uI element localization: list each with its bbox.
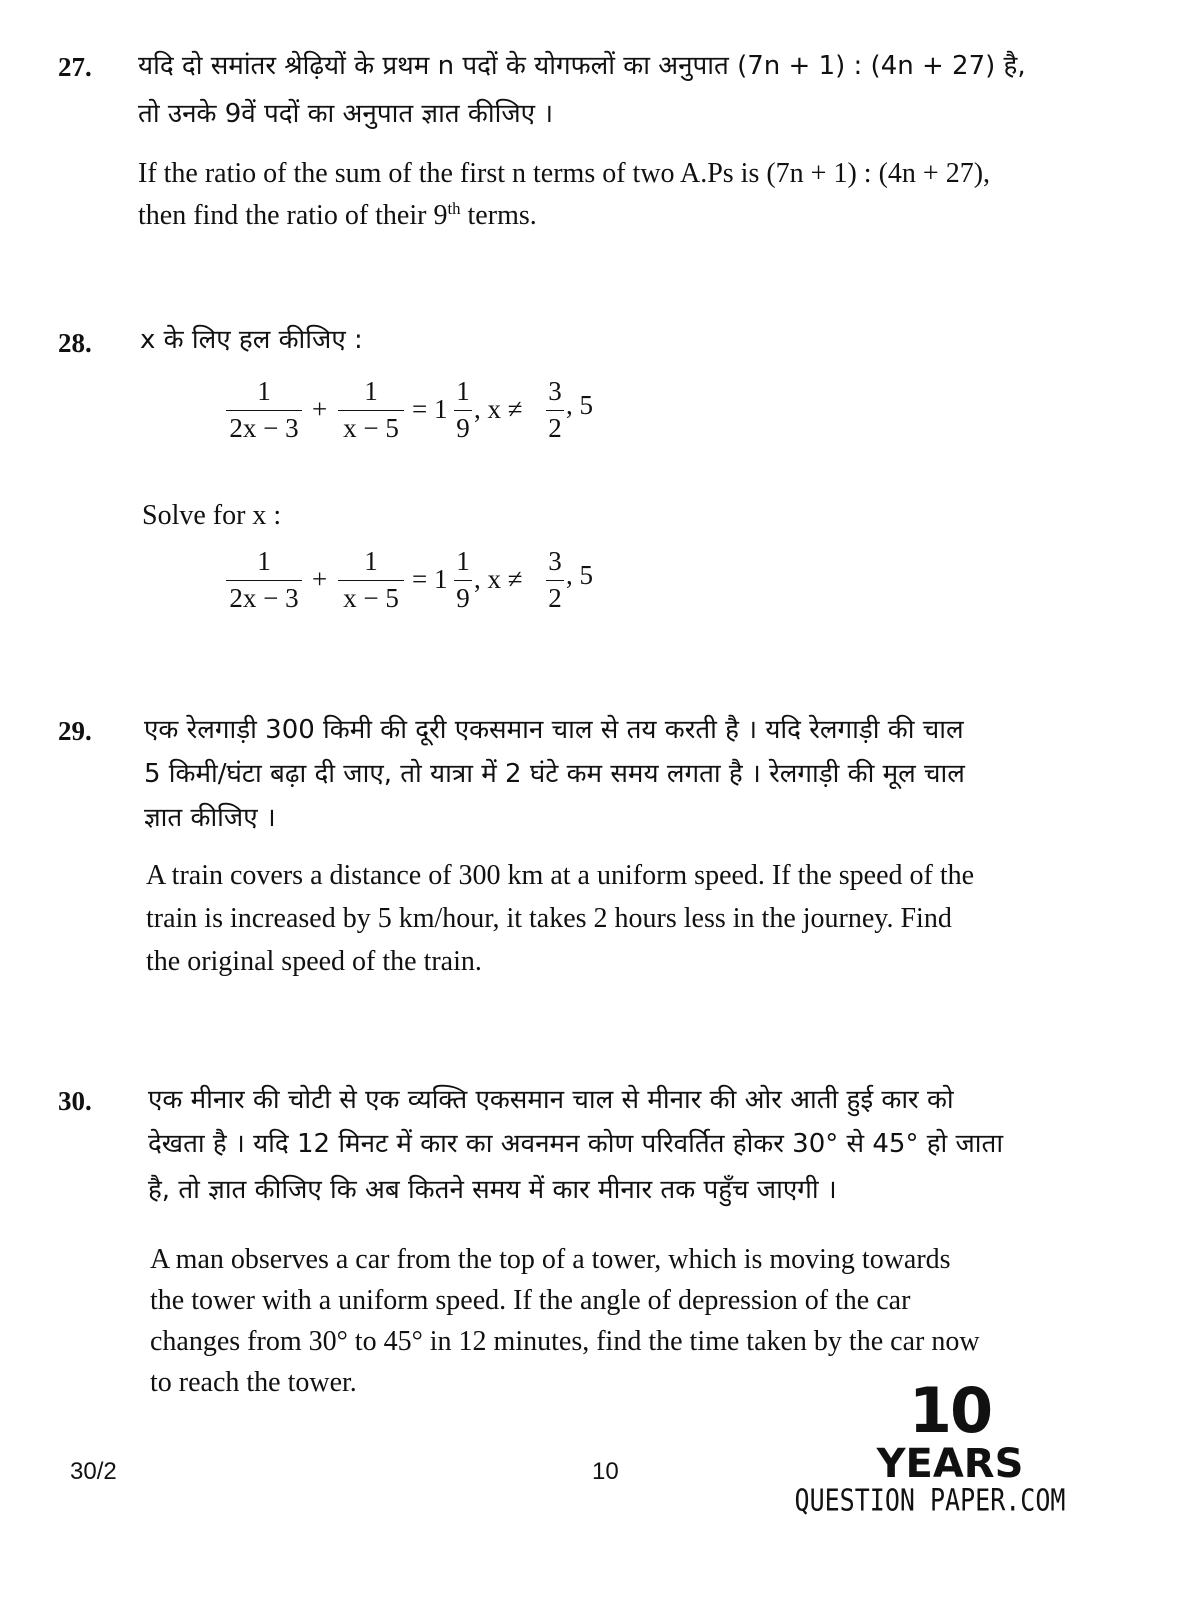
english-text-line: train is increased by 5 km/hour, it takes 2 hours less in the journey. Find <box>146 903 952 934</box>
fraction <box>454 546 472 613</box>
denominator: x − 5 <box>343 413 399 443</box>
hindi-text-line: एक मीनार की चोटी से एक व्यक्ति एकसमान चाल से मीनार की ओर आती हुई कार को <box>148 1085 954 1115</box>
numerator: 1 <box>257 546 271 576</box>
hindi-text-line: ज्ञात कीजिए । <box>144 803 276 833</box>
superscript: th <box>447 198 461 218</box>
english-text-line: the tower with a uniform speed. If the angle of depression of the car <box>150 1285 911 1316</box>
operator: + <box>312 564 328 594</box>
english-text-line: A train covers a distance of 300 km at a uniform speed. If the speed of the <box>146 860 975 891</box>
fraction <box>546 376 564 443</box>
watermark-logo <box>790 1374 1070 1518</box>
question-number: 30. <box>58 1086 92 1116</box>
operator: , 5 <box>566 390 593 420</box>
english-text-line: changes from 30° to 45° in 12 minutes, find the time taken by the car now <box>150 1326 980 1357</box>
fraction <box>338 546 404 613</box>
hindi-text-line: एक रेलगाड़ी 300 किमी की दूरी एकसमान चाल से तय करती है । यदि रेलगाड़ी की चाल <box>144 715 964 745</box>
english-instruction: Solve for x : <box>142 500 282 531</box>
numerator: 3 <box>548 376 562 406</box>
fraction <box>226 376 302 443</box>
question-number: 29. <box>58 716 92 746</box>
hindi-text-line: 5 किमी/घंटा बढ़ा दी जाए, तो यात्रा में 2 घंटे कम समय लगता है । रेलगाड़ी की मूल चाल <box>144 759 965 789</box>
numerator: 3 <box>548 546 562 576</box>
operator: = 1 <box>412 394 448 424</box>
denominator: 2x − 3 <box>229 583 299 613</box>
text-segment: then find the ratio of their 9 <box>138 200 448 231</box>
english-text-line <box>138 194 537 237</box>
denominator: 9 <box>456 413 470 443</box>
english-text-line: A man observes a car from the top of a tower, which is moving towards <box>150 1244 951 1275</box>
hindi-text-line: तो उनके 9वें पदों का अनुपात ज्ञात कीजिए । <box>138 99 554 129</box>
question-number: 28. <box>58 328 92 358</box>
denominator: x − 5 <box>343 583 399 613</box>
equation-hindi <box>226 376 646 446</box>
paper-code: 30/2 <box>70 1458 117 1485</box>
english-text-line: If the ratio of the sum of the first n terms of two A.Ps is (7n + 1) : (4n + 27), <box>138 158 991 189</box>
numerator: 1 <box>364 376 378 406</box>
logo-site: QUESTION PAPER.COM <box>794 1483 1066 1518</box>
page-number: 10 <box>592 1458 619 1485</box>
question-number: 27. <box>58 52 92 82</box>
logo-years: YEARS <box>876 1441 1024 1487</box>
denominator: 9 <box>456 583 470 613</box>
equation-english <box>226 546 646 616</box>
denominator: 2 <box>548 413 562 443</box>
numerator: 1 <box>364 546 378 576</box>
operator: , x ≠ <box>474 394 523 424</box>
hindi-text-line: देखता है । यदि 12 मिनट में कार का अवनमन कोण परिवर्तित होकर 30° से 45° हो जाता <box>148 1129 1004 1159</box>
hindi-text-line: यदि दो समांतर श्रेढ़ियों के प्रथम n पदों के योगफलों का अनुपात (7n + 1) : (4n + 27) है, <box>138 51 1026 81</box>
hindi-text-line: है, तो ज्ञात कीजिए कि अब कितने समय में कार मीनार तक पहुँच जाएगी । <box>148 1175 837 1205</box>
numerator: 1 <box>456 376 470 406</box>
fraction <box>454 376 472 443</box>
denominator: 2 <box>548 583 562 613</box>
numerator: 1 <box>456 546 470 576</box>
english-text-line: the original speed of the train. <box>146 946 482 977</box>
operator: = 1 <box>412 564 448 594</box>
logo-number: 10 <box>908 1374 992 1447</box>
english-text-line: to reach the tower. <box>150 1367 357 1398</box>
fraction <box>338 376 404 443</box>
operator: , x ≠ <box>474 564 523 594</box>
fraction <box>226 546 302 613</box>
operator: + <box>312 394 328 424</box>
operator: , 5 <box>566 560 593 590</box>
hindi-instruction: x के लिए हल कीजिए : <box>140 325 363 355</box>
text-segment: terms. <box>460 200 537 231</box>
denominator: 2x − 3 <box>229 413 299 443</box>
fraction <box>546 546 564 613</box>
numerator: 1 <box>257 376 271 406</box>
